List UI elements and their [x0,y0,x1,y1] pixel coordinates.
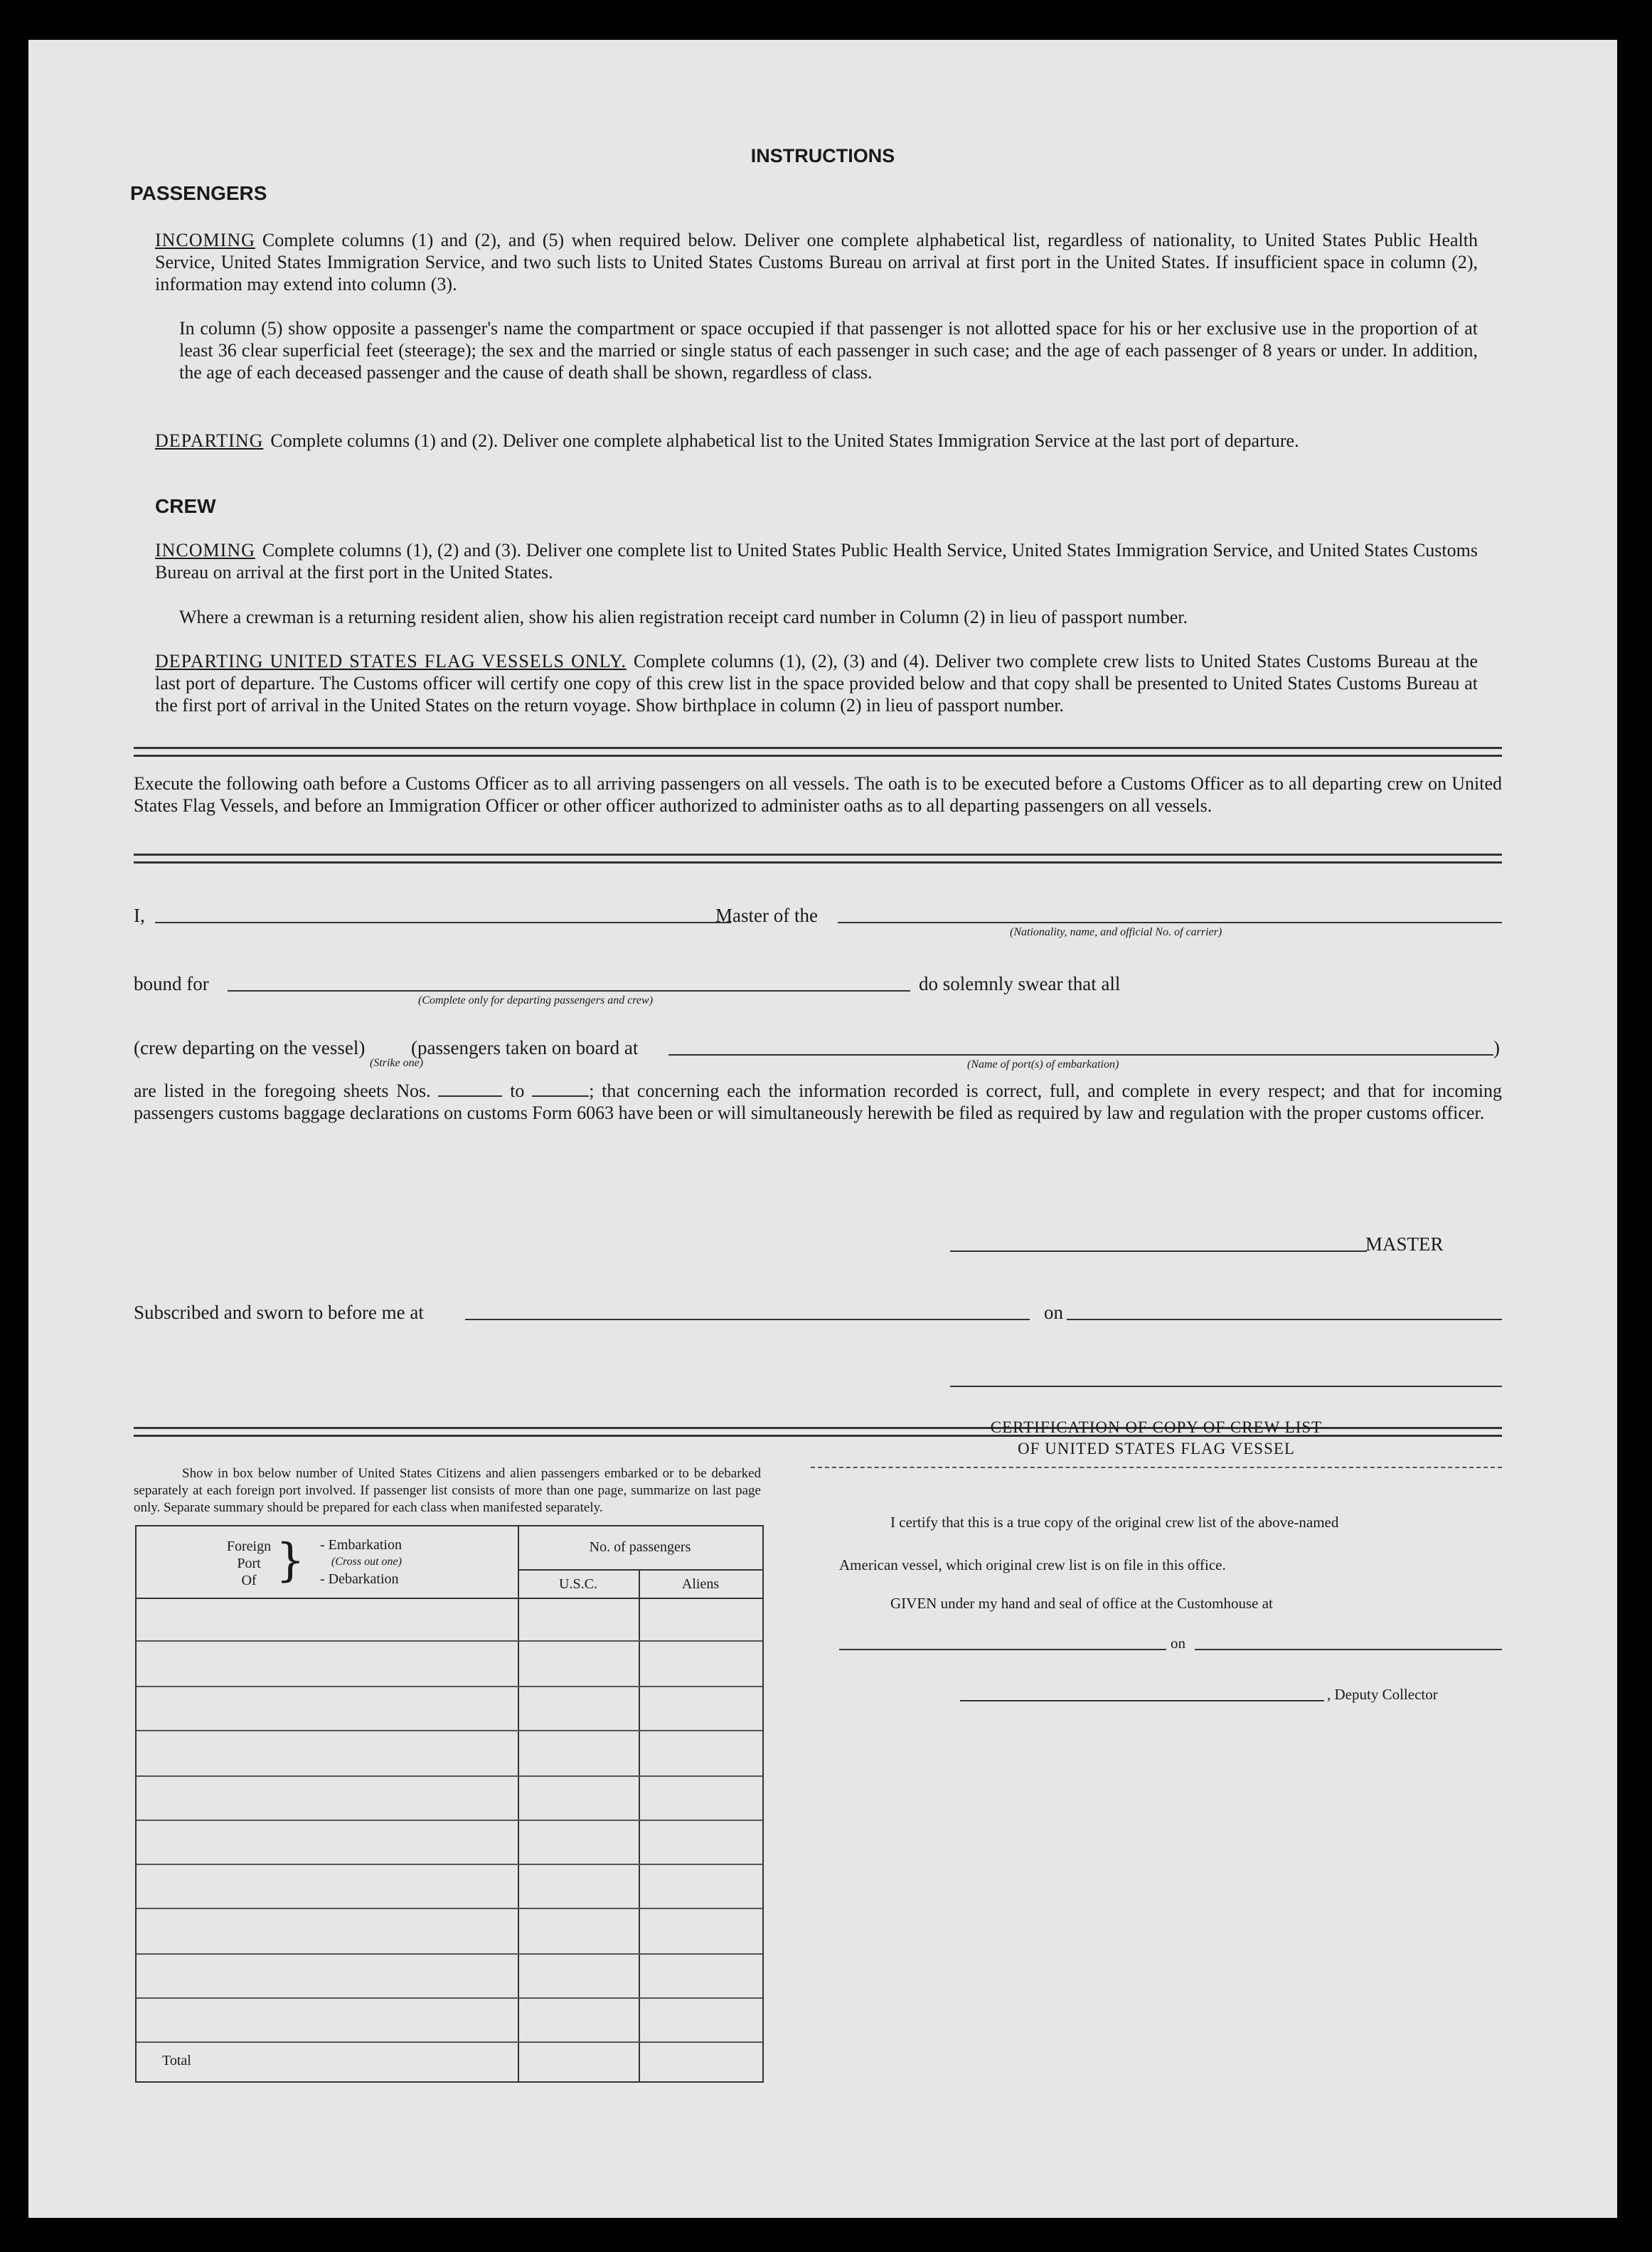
column5-paragraph: In column (5) show opposite a passenger's name the compartment or space occupied if that passenger is not allotted space for his or her exclusive use in the proportion of at least 36 clear superficial feet (steerage); the sex and the married or single status of each passenger in such case; and the age of each passenger of 8 years or under. In addition, the age of each deceased passenger and the cause of death shall be shown, regardless of class. [179,318,1478,383]
section-divider [134,854,1502,864]
crew-incoming-label: INCOMING [155,540,255,561]
crew-heading: CREW [155,495,216,517]
crew-departing-text: Complete columns (1), (2), (3) and (4). Deliver two complete crew lists to United States Customs Bureau at the last port of departure. The Customs officer will certify one copy of this crew list in the space provided below and that copy shall be presented to United States Customs Bureau at the first port of arrival in the United States on the return voyage. Show birthplace in column (2) in lieu of passport number. [155,651,1478,716]
aliens-header: Aliens [681,1576,720,1592]
listed-text: ; that concerning each the information recorded is correct, full, and complete in every respect; and that for incoming passengers customs baggage declarations on customs Form 6063 have been or will simultaneously herewith be filed as required by law and regulation with the proper customs officer. [134,1080,1502,1123]
resident-alien-paragraph: Where a crewman is a returning resident alien, show his alien registration receipt card number in Column (2) in lieu of passport number. [179,607,1188,627]
table-row[interactable] [137,1953,762,1955]
header-bottom-rule [137,1598,762,1599]
passengers-departing-paragraph [155,430,1478,452]
passengers-taken-option[interactable]: (passengers taken on board at [411,1037,639,1058]
sheet-from-field[interactable] [438,1095,502,1097]
certification-title-line1: CERTIFICATION OF COPY OF CREW LIST [990,1418,1323,1436]
crew-departing-paragraph [155,650,1478,716]
table-row[interactable] [137,1908,762,1909]
embarkation-option[interactable]: - Embarkation [320,1537,402,1553]
ports-note: (Name of port(s) of embarkation) [967,1058,1119,1071]
instructions-title: INSTRUCTIONS [750,145,895,166]
passengers-incoming-label: INCOMING [155,230,255,250]
no-of-passengers-header: No. of passengers [589,1539,691,1555]
certification-line2: American vessel, which original crew list is on file in this office. [839,1556,1226,1573]
table-row[interactable] [137,1820,762,1821]
master-name-field[interactable] [155,922,731,923]
table-row[interactable] [137,1775,762,1777]
sheet-to-field[interactable] [532,1095,589,1097]
passengers-heading: PASSENGERS [130,182,267,204]
brace-icon: } [276,1534,305,1587]
cert-on-label: on [1171,1635,1185,1652]
embarkation-options [320,1536,402,1588]
oath-i-label: I, [134,905,145,926]
cross-out-note: (Cross out one) [331,1556,402,1568]
passengers-departing-label: DEPARTING [155,430,264,451]
cert-date-field[interactable] [1195,1649,1502,1650]
sworn-date-field[interactable] [1067,1319,1502,1320]
customhouse-field[interactable] [839,1649,1166,1650]
close-paren: ) [1493,1037,1500,1058]
total-label: Total [162,2053,191,2068]
column-divider [639,1569,640,2081]
form-page [28,40,1617,2218]
table-row[interactable] [137,1686,762,1687]
table-row[interactable] [137,1640,762,1642]
bound-for-label: bound for [134,973,209,994]
certification-title-line2: OF UNITED STATES FLAG VESSEL [1018,1440,1295,1457]
section-divider [134,747,1502,757]
crew-incoming-text: Complete columns (1), (2) and (3). Deliver one complete list to United States Public Health Service, United States Immigration Service, and United States Customs Bureau on arrival at the first port in the United States. [155,540,1478,583]
carrier-field[interactable] [838,922,1502,923]
usc-header: U.S.C. [559,1576,597,1592]
master-label: MASTER [1365,1233,1444,1255]
master-of-the-label: Master of the [715,905,818,926]
given-under-text: GIVEN under my hand and seal of office at the Customhouse at [890,1595,1273,1612]
passengers-incoming-text: Complete columns (1) and (2), and (5) when required below. Deliver one complete alphabetical list, regardless of nationality, to United States Public Health Service, United States Immigration Service, and two such lists to United States Customs Bureau on arrival at first port in the United States. If insufficient space in column (2), information may extend into column (3). [155,230,1478,294]
passengers-departing-text: Complete columns (1) and (2). Deliver one complete alphabetical list to the United States Immigration Service at the last port of departure. [270,430,1299,451]
table-row[interactable] [137,2041,762,2043]
passengers-incoming-paragraph [155,229,1478,295]
bound-for-note: (Complete only for departing passengers and crew) [418,994,654,1007]
oath-intro: Execute the following oath before a Customs Officer as to all arriving passengers on all vessels. The oath is to be executed before a Customs Officer as to all departing crew on United States Flag Vessels, and before an Immigration Officer or other officer authorized to administer oaths as to all departing passengers on all vessels. [134,773,1502,816]
solemnly-swear-text: do solemnly swear that all [919,973,1121,994]
deputy-collector-label: , Deputy Collector [1327,1686,1438,1703]
table-row[interactable] [137,1730,762,1731]
crew-incoming-paragraph [155,539,1478,583]
header-divider [518,1569,762,1571]
listed-prefix: are listed in the foregoing sheets Nos. [134,1080,431,1101]
master-signature-field[interactable] [950,1250,1367,1252]
strike-one-note: (Strike one) [370,1057,424,1069]
certification-rule [811,1467,1502,1468]
officer-signature-field[interactable] [950,1386,1502,1387]
crew-departing-label: DEPARTING UNITED STATES FLAG VESSELS ONLY. [155,651,627,671]
certification-title [811,1417,1502,1460]
to-label: to [510,1080,525,1101]
on-label: on [1044,1302,1063,1323]
oath-listed-paragraph [134,1080,1502,1124]
table-row[interactable] [137,1997,762,1999]
passenger-summary-table [135,1525,764,2083]
table-row[interactable] [137,1864,762,1865]
sworn-place-field[interactable] [465,1319,1030,1320]
bound-for-field[interactable] [228,990,910,992]
crew-departing-option[interactable]: (crew departing on the vessel) [134,1037,366,1058]
carrier-note: (Nationality, name, and official No. of carrier) [1010,926,1222,938]
debarkation-option[interactable]: - Debarkation [320,1571,399,1587]
embarkation-ports-field[interactable] [668,1054,1493,1056]
foreign-port-of-label: Foreign Port Of [226,1539,272,1588]
certification-line1: I certify that this is a true copy of the original crew list of the above-named [890,1514,1339,1531]
summary-instructions: Show in box below number of United States Citizens and alien passengers embarked or to be debarked separately at each foreign port involved. If passenger list consists of more than one page, summarize on last page only. Separate summary should be prepared for each class when manifested separately. [134,1466,761,1515]
subscribed-label: Subscribed and sworn to before me at [134,1302,424,1323]
deputy-collector-signature-field[interactable] [960,1700,1324,1701]
